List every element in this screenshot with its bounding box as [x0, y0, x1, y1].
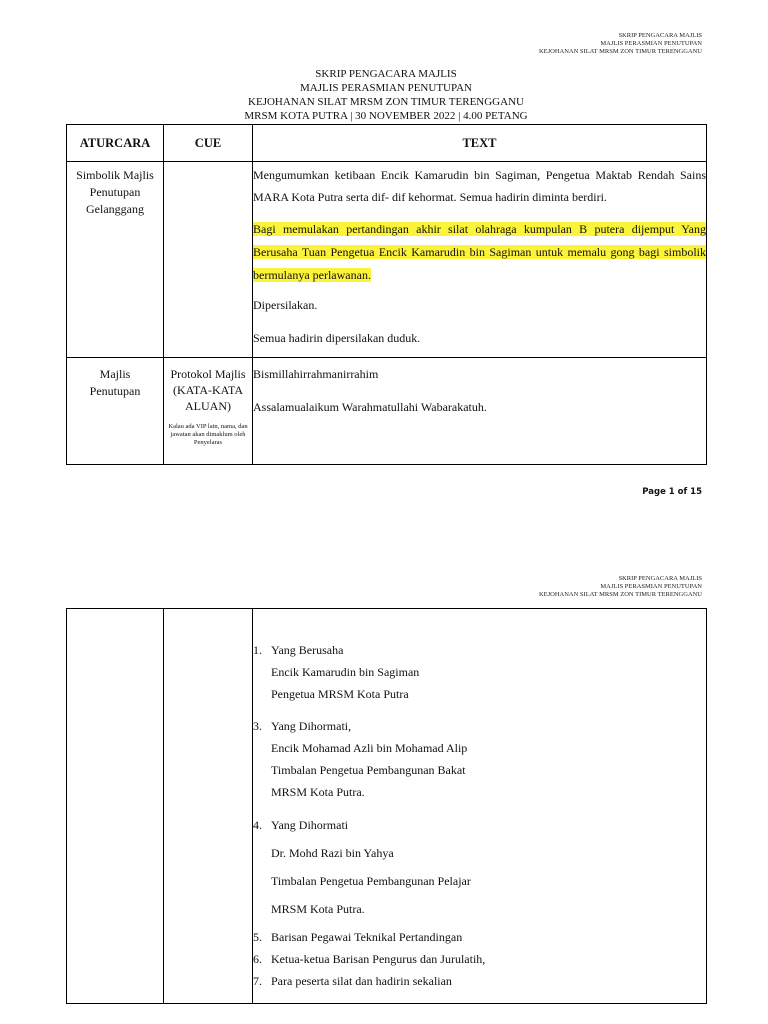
list-number: 1. [253, 643, 262, 657]
list-number: 3. [253, 719, 262, 733]
list-line: Yang Berusaha [271, 643, 344, 657]
list-line: Yang Dihormati, [271, 719, 352, 733]
list-line: Yang Dihormati [271, 818, 349, 832]
title-line: MRSM KOTA PUTRA | 30 NOVEMBER 2022 | 4.00 PETANG [244, 110, 528, 122]
aturcara-text: Simbolik Majlis Penutupan Gelanggang [76, 168, 154, 216]
script-table-2 [66, 608, 707, 1004]
text-cell [253, 358, 707, 465]
table-row [67, 358, 707, 465]
page-number: Page 1 of 15 [642, 487, 702, 497]
list-line: MRSM Kota Putra. [271, 785, 365, 799]
text-paragraph: Mengumumkan ketibaan Encik Kamarudin bin Sagiman, Pengetua Maktab Rendah Sains MARA Kota Putra serta dif- dif kehormat. Semua hadirin diminta berdiri. [253, 168, 706, 204]
text-paragraph: Semua hadirin dipersilakan duduk. [253, 331, 421, 345]
header-line: MAJLIS PERASMIAN PENUTUPAN [600, 583, 702, 590]
list-item [253, 715, 706, 803]
list-line: Pengetua MRSM Kota Putra [271, 687, 409, 701]
list-line: Encik Kamarudin bin Sagiman [271, 665, 420, 679]
text-cell [253, 162, 707, 358]
list-number: 4. [253, 818, 262, 832]
list-item [253, 970, 706, 992]
running-header [539, 32, 702, 56]
highlighted-text: Bagi memulakan pertandingan akhir silat olahraga kumpulan B putera dijemput Yang Berusaha Tuan Pengetua Encik Kamarudin bin Sagiman untuk memalu gong bagi simbolik bermulanya perlawanan. [253, 222, 706, 282]
title-line: MAJLIS PERASMIAN PENUTUPAN [300, 82, 472, 94]
header-cue: CUE [164, 125, 253, 162]
header-text: TEXT [253, 125, 707, 162]
aturcara-cell [67, 358, 164, 465]
aturcara-cell [67, 162, 164, 358]
list-line: Encik Mohamad Azli bin Mohamad Alip [271, 741, 468, 755]
title-line: SKRIP PENGACARA MAJLIS [315, 68, 457, 80]
list-item [253, 814, 706, 920]
cue-cell [164, 358, 253, 465]
table-row [67, 162, 707, 358]
highlighted-paragraph [253, 218, 706, 287]
list-line: Para peserta silat dan hadirin sekalian [271, 974, 452, 988]
text-paragraph: Dipersilakan. [253, 298, 318, 312]
text-paragraph: Bismillahirrahmanirrahim [253, 367, 379, 381]
list-number: 7. [253, 974, 262, 988]
list-item [253, 926, 706, 948]
cue-cell [164, 609, 253, 1004]
list-number: 5. [253, 930, 262, 944]
title-line: KEJOHANAN SILAT MRSM ZON TIMUR TERENGGANU [248, 96, 524, 108]
table-header-row [67, 125, 707, 162]
text-cell [253, 609, 707, 1004]
list-item [253, 639, 706, 705]
header-line: SKRIP PENGACARA MAJLIS [618, 575, 702, 582]
list-line: Timbalan Pengetua Pembangunan Pelajar [271, 874, 471, 888]
script-table-1 [66, 124, 707, 465]
running-header [539, 575, 702, 599]
list-line: Barisan Pegawai Teknikal Pertandingan [271, 930, 463, 944]
aturcara-cell [67, 609, 164, 1004]
list-line: Ketua-ketua Barisan Pengurus dan Jurulatih, [271, 952, 486, 966]
list-line: Timbalan Pengetua Pembangunan Bakat [271, 763, 466, 777]
list-item [253, 948, 706, 970]
header-line: KEJOHANAN SILAT MRSM ZON TIMUR TERENGGANU [538, 48, 702, 55]
list-line: Dr. Mohd Razi bin Yahya [271, 846, 394, 860]
header-line: KEJOHANAN SILAT MRSM ZON TIMUR TERENGGANU [538, 591, 702, 598]
text-paragraph: Assalamualaikum Warahmatullahi Wabarakatuh. [253, 400, 487, 414]
list-line: MRSM Kota Putra. [271, 902, 365, 916]
cue-text: Protokol Majlis (KATA-KATA ALUAN) [170, 367, 246, 413]
document-title [66, 67, 706, 123]
header-line: MAJLIS PERASMIAN PENUTUPAN [600, 40, 702, 47]
header-aturcara: ATURCARA [67, 125, 164, 162]
table-row [67, 609, 707, 1004]
aturcara-text: Majlis Penutupan [89, 367, 141, 398]
list-number: 6. [253, 952, 262, 966]
cue-note: Kalau ada VIP lain, nama, dan jawatan akan dimaklum oleh Penyelaras [168, 423, 248, 446]
cue-cell [164, 162, 253, 358]
header-line: SKRIP PENGACARA MAJLIS [618, 32, 702, 39]
